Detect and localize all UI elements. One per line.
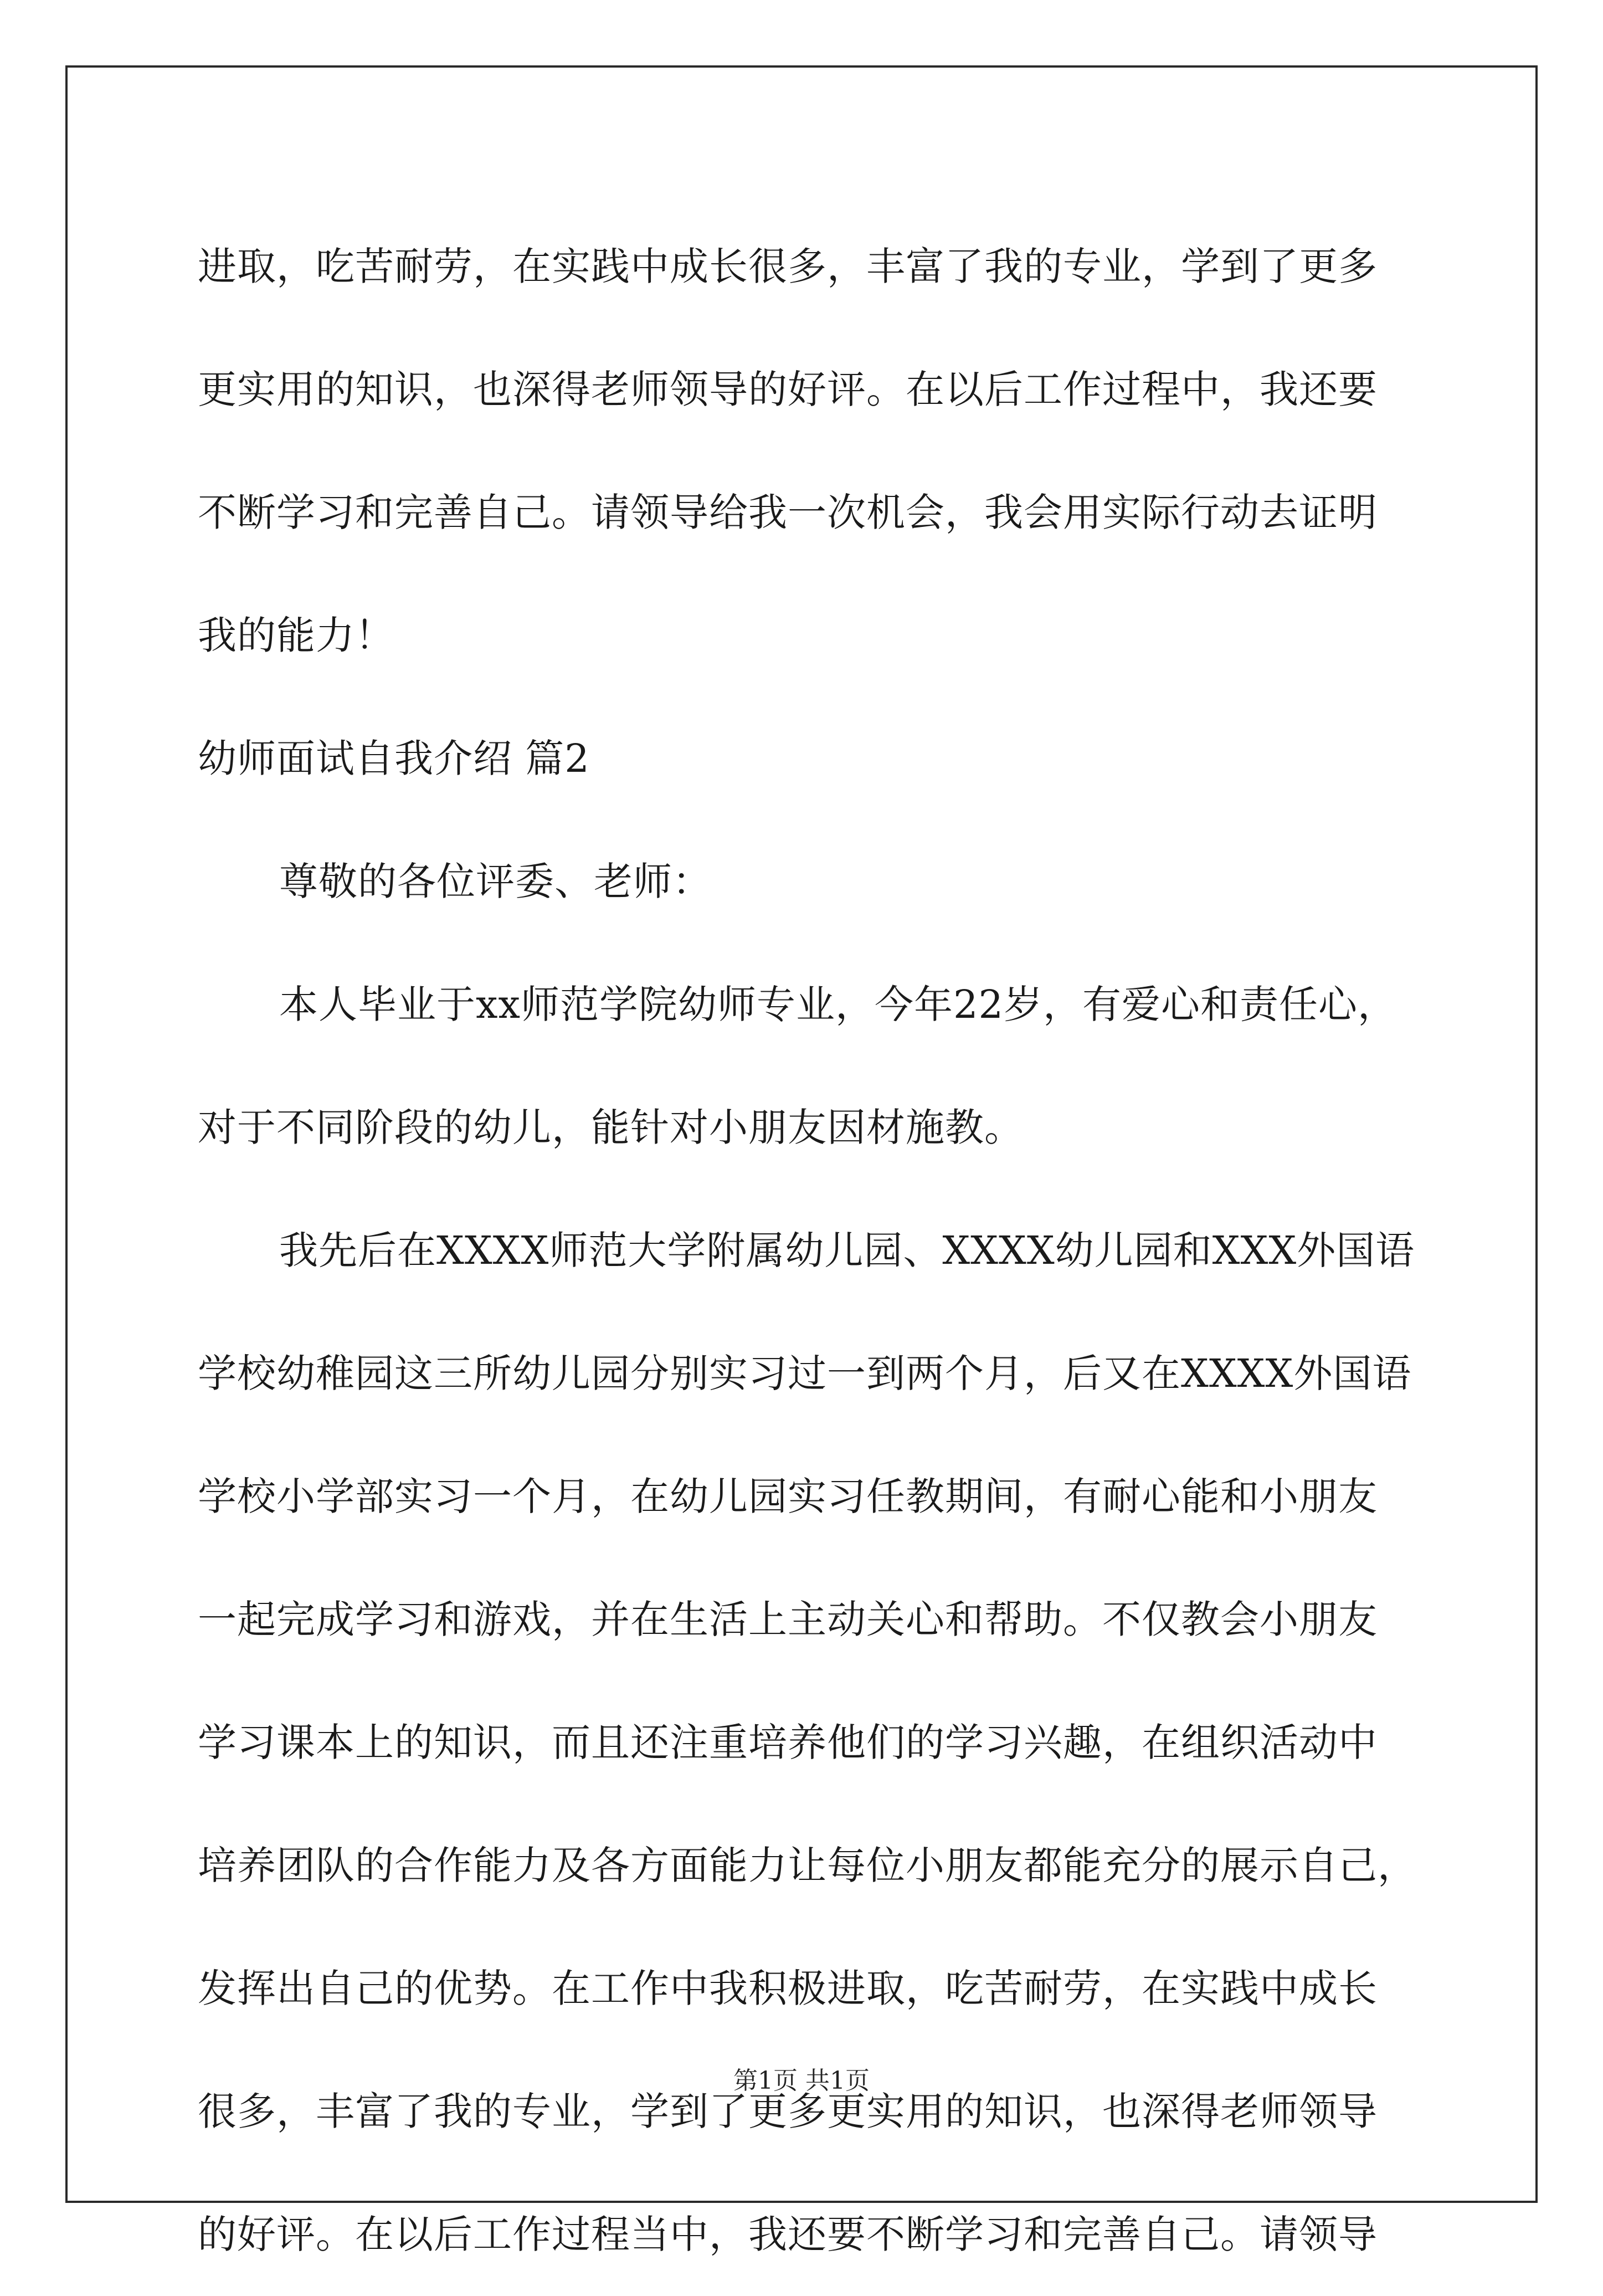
body-line: 的好评。在以后工作过程当中，我还要不断学习和完善自己。请领导 <box>198 2212 1378 2257</box>
paragraph-start: 我先后在XXXX师范大学附属幼儿园、XXXX幼儿园和XXX外国语 <box>279 1228 1415 1273</box>
body-line: 对于不同阶段的幼儿，能针对小朋友因材施教。 <box>198 1105 1024 1150</box>
section-heading: 幼师面试自我介绍 篇2 <box>198 736 590 781</box>
body-line: 培养团队的合作能力及各方面能力让每位小朋友都能充分的展示自己， <box>198 1843 1417 1888</box>
salutation: 尊敬的各位评委、老师： <box>279 859 712 904</box>
body-line: 我的能力！ <box>198 613 394 658</box>
document-body <box>198 205 1416 2296</box>
body-line: 学习课本上的知识，而且还注重培养他们的学习兴趣，在组织活动中 <box>198 1720 1378 1765</box>
body-line: 一起完成学习和游戏，并在生活上主动关心和帮助。不仅教会小朋友 <box>198 1597 1378 1642</box>
page-footer: 第1页 共1页 <box>733 2067 870 2095</box>
body-line: 更实用的知识，也深得老师领导的好评。在以后工作过程中，我还要 <box>198 367 1378 412</box>
body-line: 不断学习和完善自己。请领导给我一次机会，我会用实际行动去证明 <box>198 490 1378 535</box>
body-line: 很多，丰富了我的专业，学到了更多更实用的知识，也深得老师领导 <box>198 2089 1378 2134</box>
body-line: 发挥出自己的优势。在工作中我积极进取，吃苦耐劳，在实践中成长 <box>198 1966 1378 2011</box>
body-line: 学校小学部实习一个月，在幼儿园实习任教期间，有耐心能和小朋友 <box>198 1474 1378 1519</box>
body-line: 进取，吃苦耐劳，在实践中成长很多，丰富了我的专业，学到了更多 <box>198 244 1378 289</box>
body-line: 学校幼稚园这三所幼儿园分别实习过一到两个月，后又在XXXX外国语 <box>198 1351 1412 1396</box>
paragraph-start: 本人毕业于xx师范学院幼师专业，今年22岁，有爱心和责任心， <box>279 982 1398 1027</box>
